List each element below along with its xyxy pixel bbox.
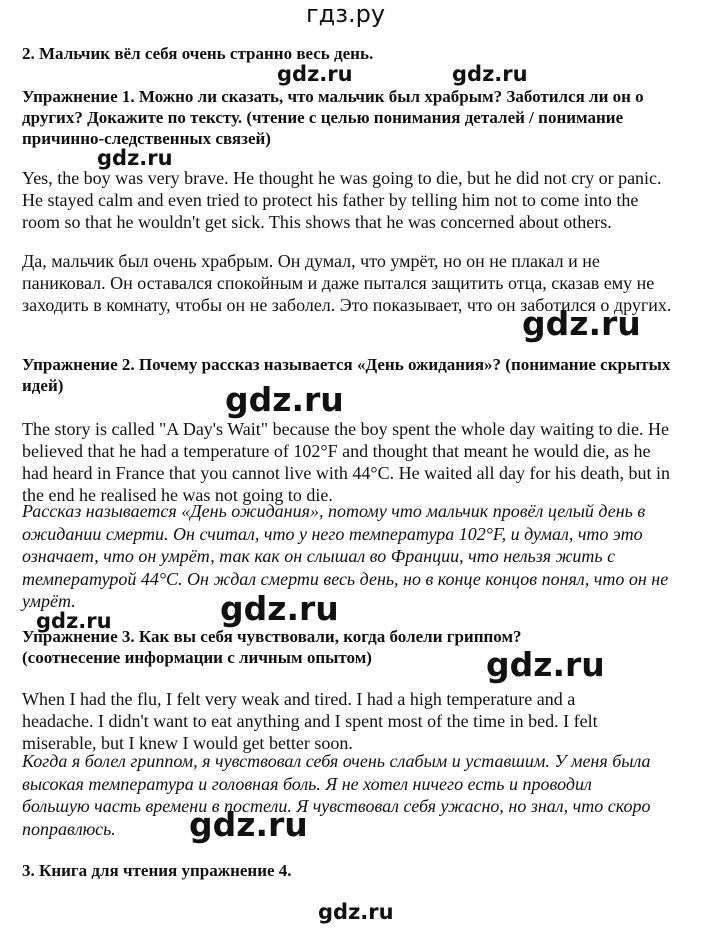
exercise-3-russian: Когда я болел гриппом, я чувствовал себя очень слабым и уставшим. У меня была высокая температура и головная боль. Я не хотел ничего есть и проводил большую часть времени в постели. Я чувствовал себя ужасно, но знал, что скоро поправлюсь. <box>22 751 651 839</box>
watermark: gdz.ru <box>522 304 641 343</box>
exercise-1-english: Yes, the boy was very brave. He thought he was going to die, but he did not cry or panic. He stayed calm and even tried to protect his father by telling him not to come into the room so that he wouldn't get sick. This shows that he was concerned about others. <box>22 168 662 232</box>
exercise-2-russian: Рассказ называется «День ожидания», потому что мальчик провёл целый день в ожидании смерти. Он считал, что у него температура 102°F, и думал, что это означает, что он умрёт, так как он слышал во Франции, что нельзя жить с температурой 44°С. Он ждал смерти весь день, но в конце концов понял, что он не умрёт. <box>22 501 669 611</box>
watermark: gdz.ru <box>97 146 173 170</box>
watermark: gdz.ru <box>36 609 112 633</box>
exercise-3-heading: Упражнение 3. Как вы себя чувствовали, когда болели гриппом? (соотнесение информации с личным опытом) <box>22 627 522 667</box>
watermark: gdz.ru <box>225 380 344 419</box>
watermark: gdz.ru <box>486 645 605 684</box>
exercise-3-english: When I had the flu, I felt very weak and tired. I had a high temperature and a headache. I didn't want to eat anything and I spent most of the time in bed. I felt miserable, but I knew I would get better soon. <box>22 689 598 753</box>
watermark: gdz.ru <box>189 805 308 844</box>
exercise-1-russian: Да, мальчик был очень храбрым. Он думал, что умрёт, но он не плакал и не паниковал. Он оставался спокойным и даже пытался защитить отца, сказав ему не заходить в комнату, чтобы он не заболел. Это показывает, что он заботился о других. <box>22 251 672 315</box>
watermark: gdz.ru <box>220 589 339 628</box>
watermark: gdz.ru <box>277 62 353 86</box>
exercise-1-heading: Упражнение 1. Можно ли сказать, что мальчик был храбрым? Заботился ли он о других? Докажите по тексту. (чтение с целью понимания деталей / понимание причинно-следственных связей) <box>22 87 644 148</box>
watermark: gdz.ru <box>452 62 528 86</box>
exercise-2-english: The story is called "A Day's Wait" because the boy spent the whole day waiting to die. He believed that he had a temperature of 102°F and thought that meant he would die, as he had heard in France that you cannot live with 44°C. He waited all day for his death, but in the end he realised he was not going to die. <box>22 419 671 505</box>
exercise-2-heading: Упражнение 2. Почему рассказ называется «День ожидания»? (понимание скрытых идей) <box>22 355 671 395</box>
section-title: 2. Мальчик вёл себя очень странно весь день. <box>22 44 374 63</box>
watermark: gdz.ru <box>318 900 394 924</box>
footer-title: 3. Книга для чтения упражнение 4. <box>22 861 292 880</box>
site-header: гдз.ру <box>306 0 386 28</box>
